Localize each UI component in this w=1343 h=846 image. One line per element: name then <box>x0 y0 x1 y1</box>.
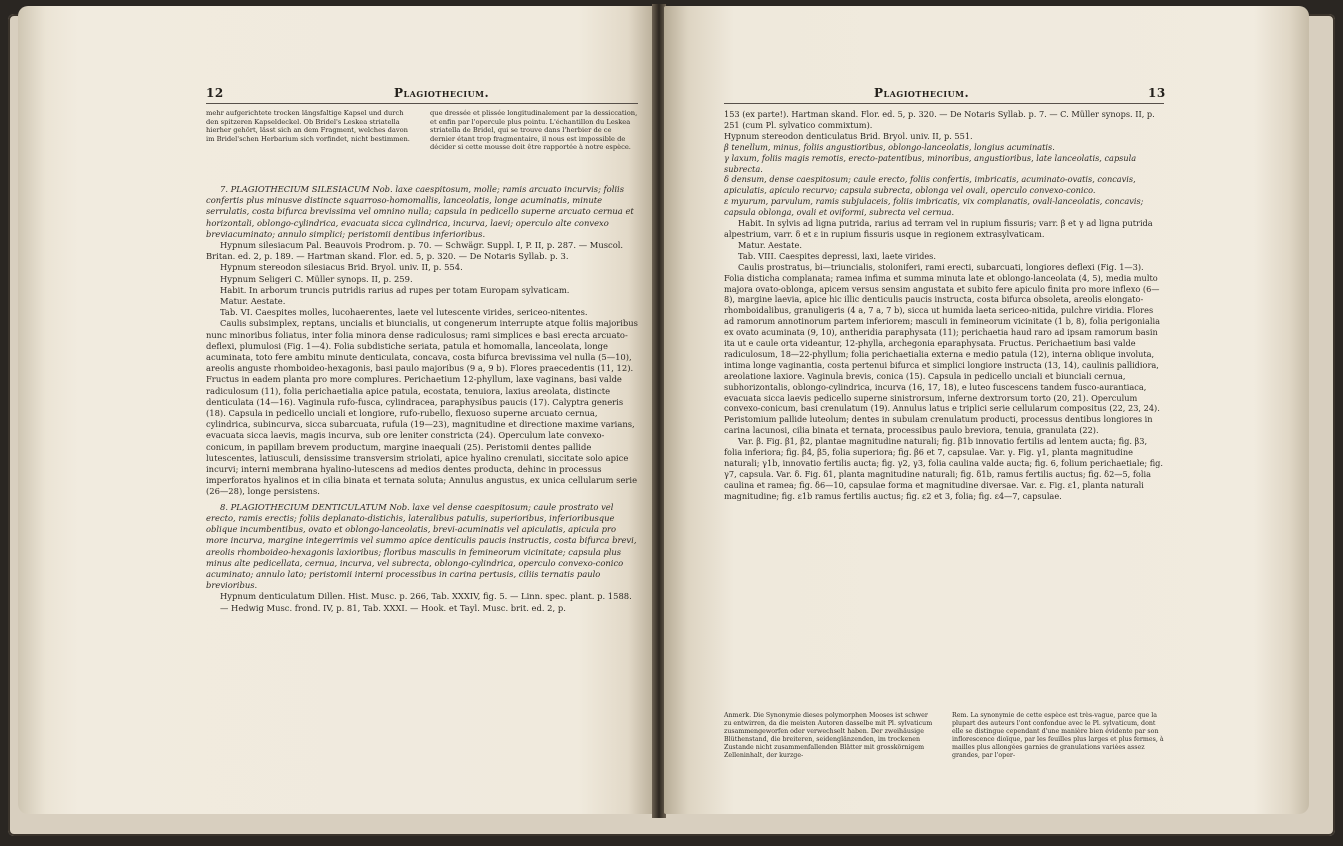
species-8-synonym-1: Hypnum denticulatum Dillen. Hist. Musc. p. 266, Tab. XXXIV, fig. 5. — Linn. spec. plant. p. 1588. <box>220 591 632 602</box>
species-8-continuation <box>724 109 1164 502</box>
species-7-synonym-1: Hypnum silesiacum Pal. Beauvois Prodrom. p. 70. — Schwägr. Suppl. I, P. II, p. 287. — Muscol. Britan. ed. 2, p. 189. — Hartman skand. Flor. ed. 5, p. 320. — De Notaris Syllab. p. 3. <box>206 240 624 262</box>
page-number: 12 <box>206 86 224 100</box>
running-title: Plagiothecium. <box>394 86 490 100</box>
footnote-block <box>724 712 1164 761</box>
species-7-description: Caulis subsimplex, reptans, uncialis et biuncialis, ut congenerum interrupte atque foliis majoribus nunc minoribus foliatus, inter folia minora dense radiculosus; rami simplices e basi erecta arcuato-deflexi, plumulosi (Fig. 1—4). Folia subdistiche seriata, patula et homomalla, lanceolata, longe acuminata, toto fere ambitu minute denticulata, concava, costa bifurca brevissima vel nulla (5—10), areolis anguste rhomboideo-hexagonis, basi paulo majoribus (9 a, 9 b). Flores praecedentis (11, 12). Fructus in eadem planta pro more complures. Perichaetium 12-phyllum, laxe vaginans, basi valde radiculosum (11), folia perichaetialia apice patula, ecostata, tenuiora, laxius areolata, distincte denticulata (14—16). Vaginula rufo-fusca, cylindracea, paraphysibus paucis (17). Calyptra generis (18). Capsula in pedicello unciali et longiore, rufo-rubello, flexuoso superne arcuato cernua, cylindrica, subincurva, sicca subarcuata, rufula (19—23), magnitudine et directione maxime varians, evacuata sicca laevis, magis incurva, sub ore leniter constricta (24). Operculum late convexo-conicum, in papillam brevem productum, margine inaequali (25). Peristomii dentes pallide lutescentes, latiusculi, densissime transversim striolati, apice hyalino crenulati, siccitate solo apice incurvi; interni membrana hyalino-lutescens ad medios dentes producta, dehinc in processus imperforatos hyalinos et in cilia binata et ternata soluta; Annulus angustus, ex unica cellularum serie (26—28), longe persistens. <box>206 318 638 497</box>
page-number: 13 <box>1148 86 1166 100</box>
variety-gamma: γ laxum, foliis magis remotis, erecto-patentibus, minoribus, angustioribus, late lanceolatis, capsula subrecta. <box>724 152 1137 174</box>
footnote-french: que dressée et plissée longitudinalement par la dessiccation, et enfin par l'opercule plus pointu. L'échantillon du Leskea striatella de Bridel, qui se trouve dans l'herbier de ce dernier étant trop fragmentaire, il nous est impossible de décider si cette mousse doit être rapportée à notre espèce. <box>430 109 638 152</box>
synonymy-continued: 153 (ex parte!). Hartman skand. Flor. ed. 5, p. 320. — De Notaris Syllab. p. 7. — C. Müller synops. II, p. 251 (cum Pl. sylvatico commixtum). <box>724 109 1155 130</box>
running-title: Plagiothecium. <box>874 86 970 100</box>
species-8-synonym-2: — Hedwig Musc. frond. IV, p. 81, Tab. XXXI. — Hook. et Tayl. Musc. brit. ed. 2, p. <box>220 602 566 613</box>
species-7-synonym-2: Hypnum stereodon silesiacus Brid. Bryol. univ. II, p. 554. <box>220 262 463 273</box>
species-7-plate: Tab. VI. Caespites molles, lucohaerentes, laete vel lutescente virides, sericeo-nitentes. <box>220 307 588 318</box>
header-rule <box>724 103 1164 104</box>
description: Caulis prostratus, bi—triuncialis, stoloniferi, rami erecti, subarcuati, longiores deflexi (Fig. 1—3). Folia disticha complanata; ramea infima et summa minuta late et oblongo-lanceolata (4, 5), media multo majora ovato-oblonga, apicem versus sensim angustata et subito fere apiculo finita pro more inflexo (6—8), margine laevia, apice hic illic denticulis paucis instructa, costa bifurca obsoleta, areolis elongato-rhomboidalibus, granuligeris (4 a, 7 a, 7 b), sicca ut humida laeta sericeo-nitida, pulchre viridia. Flores ad ramorum annotinorum partem inferiorem; masculi in femineorum vicinitate (1 b, 8), folia perigonialia ex ovato acuminata (9, 10), antheridia paraphysata (11); perichaetia haud raro ad ipsam ramorum basin ita ut e caule orta videantur, 12-phylla, archegonia eparaphysata. Fructus. Perichaetium basi valde radiculosum, 18—22-phyllum; folia perichaetialia externa e medio patula (12), interna oblique involuta, intima longe vaginantia, costa pertenui bifurca et simplici longiore instructa (13, 14), caulinis pallidiora, areolatione laxiore. Vaginula brevis, conica (15). Capsula in pedicello unciali et biunciali cernua, subhorizontalis, oblongo-cylindrica, incurva (16, 17, 18), e luteo fuscescens tandem fusco-aurantiaca, evacuata sicca laevis pedicello superne sinistrorsum, inferne dextrorsum torto (20, 21). Operculum convexo-conicum, basi crenulatum (19). Annulus latus e triplici serie cellularum compositus (22, 23, 24). Peristomium pallide luteolum; dentes in subulam crenulatum producti, processus dentibus longiores in carina lacunosi, cilia binata et ternata, processibus paulo breviora, tenuia, granulata (22). <box>724 261 1161 436</box>
variety-epsilon: ε myurum, parvulum, ramis subjulaceis, foliis imbricatis, vix complanatis, ovali-lanceolatis, concavis; capsula oblonga, ovali et oviformi, subrecta vel cernua. <box>724 196 1144 218</box>
synonym-stereodon: Hypnum stereodon denticulatus Brid. Bryol. univ. II, p. 551. <box>724 130 973 141</box>
habitat: Habit. In sylvis ad ligna putrida, rarius ad terram vel in rupium fissuris; varr. β et γ ad ligna putrida alpestrium, varr. δ et ε in rupium fissuris usque in regionem extrasylvaticam. <box>724 218 1153 239</box>
plate: Tab. VIII. Caespites depressi, laxi, laete virides. <box>738 250 936 261</box>
footnote-german: Anmerk. Die Synonymie dieses polymorphen Mooses ist schwer zu entwirren, da die meisten Autoren dasselbe mit Pl. sylvaticum zusammengeworfen oder verwechselt haben. Der zweihäusige Blüthenstand, die breiteren, seidenglänzenden, im trockenen Zustande nicht zusammenfallenden Blätter mit grosskörnigem Zelleninhalt, der kurzge- <box>724 712 933 760</box>
species-7-maturity: Matur. Aestate. <box>220 296 286 307</box>
maturity: Matur. Aestate. <box>738 239 802 250</box>
species-7-synonym-3: Hypnum Seligeri C. Müller synops. II, p. 259. <box>220 273 413 284</box>
footnote-german: mehr aufgerichtete trocken längsfaltige Kapsel und durch den spitzeren Kapseldeckel. Ob Bridel's Leskea striatella hierher gehört, lässt sich an dem Fragment, welches davon im Bridel'schen Herbarium sich vorfindet, nicht bestimmen. <box>206 109 410 143</box>
species-7-heading: 7. PLAGIOTHECIUM SILESIACUM Nob. laxe caespitosum, molle; ramis arcuato incurvis; foliis confertis plus minusve distincte squarroso-homomallis, lanceolatis, longe acuminatis, minute serrulatis, costa bifurca brevissima vel omnino nulla; capsula in pedicello superne arcuato cernua et horizontali, oblongo-cylindrica, evacuata sicca cylindrica, incurva, laevi; operculo alte convexo breviacuminato; annulo simplici; peristomii dentibus inferioribus. <box>206 184 634 239</box>
species-8-heading: 8. PLAGIOTHECIUM DENTICULATUM Nob. laxe vel dense caespitosum; caule prostrato vel erecto, ramis erectis; foliis deplanato-distichis, lateralibus patulis, superioribus, inferioribusque oblique incumbentibus, ovato et oblongo-lanceolatis, brevi-acuminatis vel apiculatis, apicula pro more incurva, margine integerrimis vel summo apice denticulis paucis instructis, costa bifurca brevi, areolis rhomboideo-hexagonis laxioribus; floribus masculis in femineorum vicinitate; capsula plus minus alte pedicellata, cernua, incurva, vel subrecta, oblongo-cylindrica, operculo convexo-conico acuminato; annulo lato; peristomii interni processibus in carina pertusis, ciliis ternatis paulo brevioribus. <box>206 501 637 591</box>
variety-delta: δ densum, dense caespitosum; caule erecto, foliis confertis, imbricatis, acuminato-ovatis, concavis, apiculatis, apiculo recurvo; capsula subrecta, oblonga vel ovali, operculo convexo-conico. <box>724 174 1136 196</box>
variety-figures: Var. β. Fig. β1, β2, plantae magnitudine naturali; fig. β1b innovatio fertilis ad lentem aucta; fig. β3, folia inferiora; fig. β4, β5, folia superiora; fig. β6 et 7, capsulae. Var. γ. Fig. γ1, planta magnitudine naturali; γ1b, innovatio fertilis aucta; fig. γ2, γ3, folia caulina valde aucta; fig. 6, folium perichaetiale; fig. γ7, capsula. Var. δ. Fig. δ1, planta magnitudine naturali; fig. δ1b, ramus fertilis auctus; fig. δ2—5, folia caulina et ramea; fig. δ6—10, capsulae forma et magnitudine diversae. Var. ε. Fig. ε1, planta naturali magnitudine; fig. ε1b ramus fertilis auctus; fig. ε2 et 3, folia; fig. ε4—7, capsulae. <box>724 436 1164 501</box>
species-7-habitat: Habit. In arborum truncis putridis rarius ad rupes per totam Europam sylvaticam. <box>220 284 570 295</box>
header-rule <box>206 103 638 104</box>
footnote-french: Rem. La synonymie de cette espèce est très-vague, parce que la plupart des auteurs l'ont confondue avec le Pl. sylvaticum, dont elle se distingue cependant d'une manière bien évidente par son inflorescence dioïque, par les feuilles plus larges et plus fermes, à mailles plus allongées garnies de granulations variées assez grandes, par l'oper- <box>952 712 1164 760</box>
footnote-block <box>206 109 638 152</box>
species-7-entry <box>206 184 638 614</box>
left-page <box>18 6 654 814</box>
right-page <box>664 6 1309 814</box>
variety-beta: β tenellum, minus, foliis angustioribus, oblongo-lanceolatis, longius acuminatis. <box>724 141 1055 152</box>
